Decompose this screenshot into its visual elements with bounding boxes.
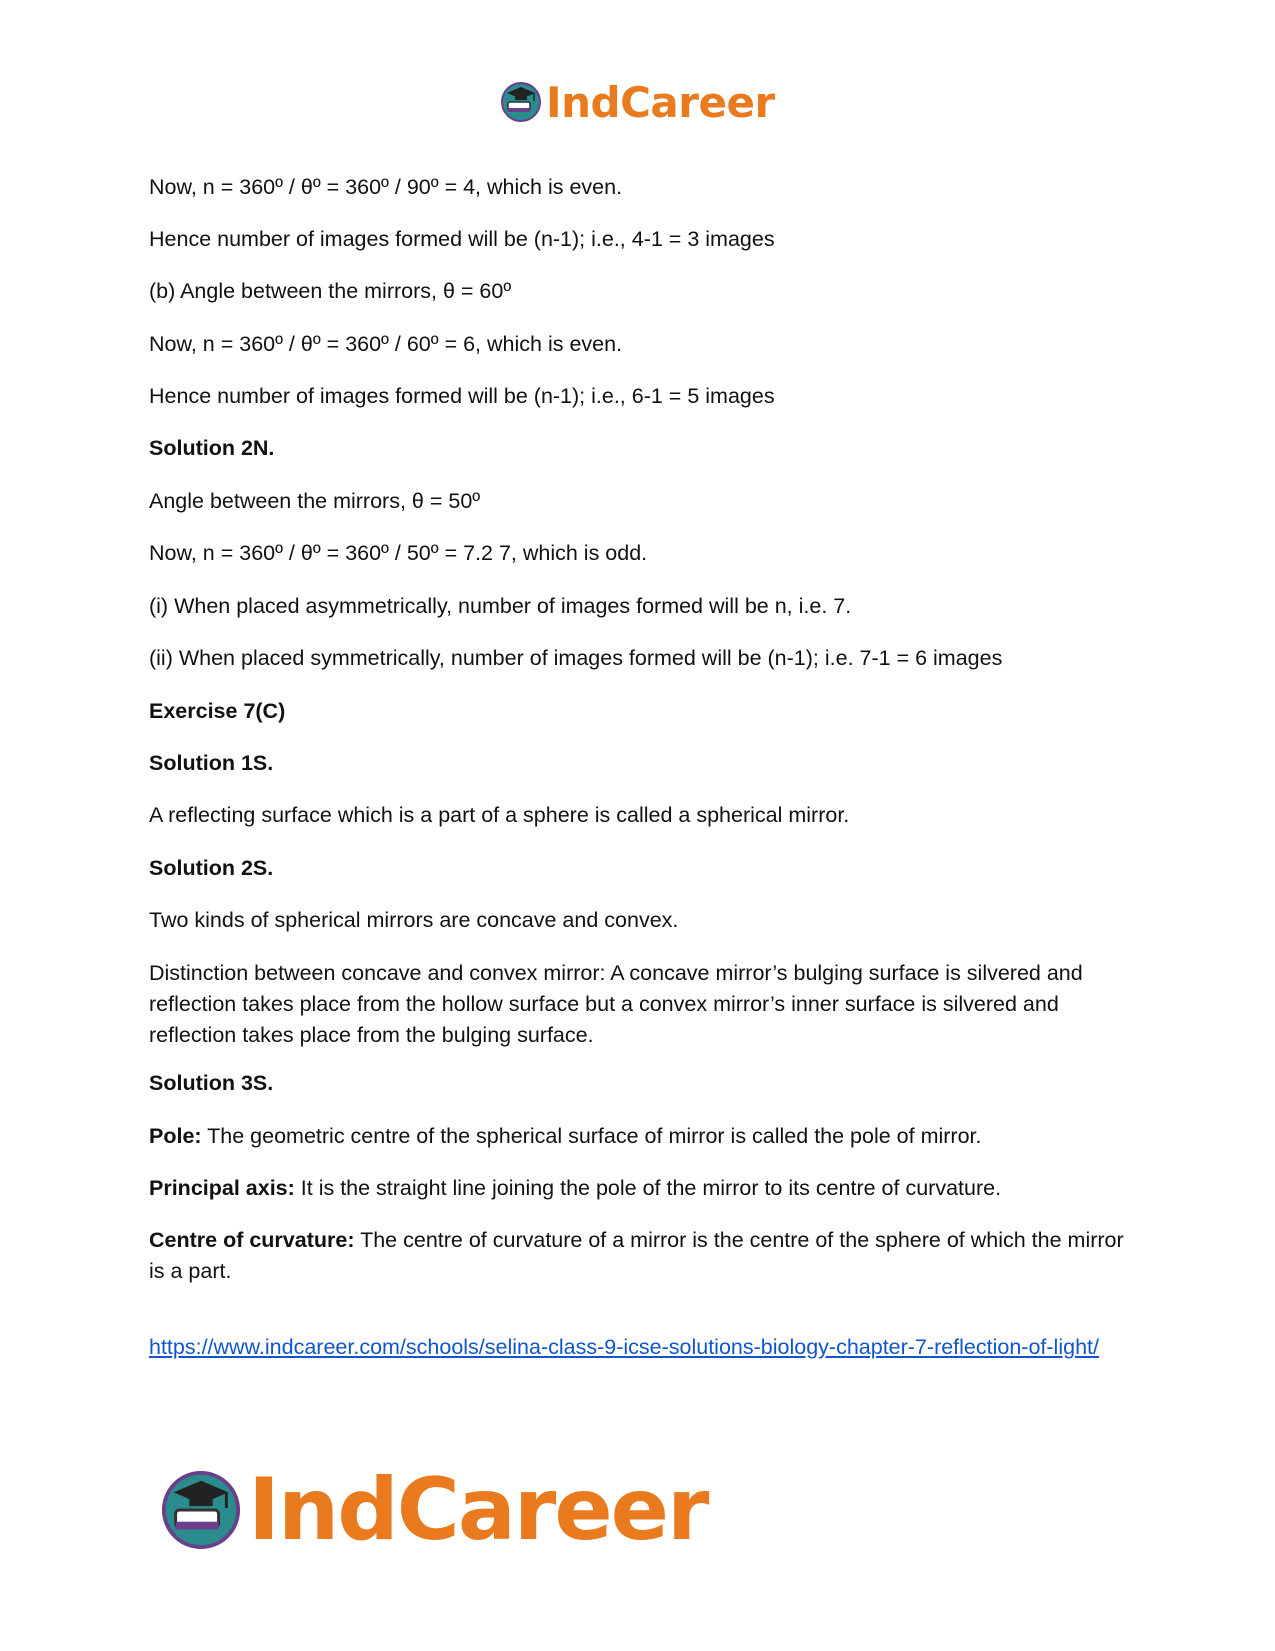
text-paragraph: Distinction between concave and convex mirror: A concave mirror’s bulging surface is silvered and reflection takes place from the hollow surface but a convex mirror’s inner surface is silvered and reflection takes place from the bulging surface. <box>149 961 1083 1047</box>
term-label: Pole: <box>149 1124 202 1148</box>
graduation-book-globe-icon <box>500 81 542 123</box>
brand-name: IndCareer <box>546 77 775 127</box>
term-label: Centre of curvature: <box>149 1228 355 1252</box>
text-line: Now, n = 360º / θº = 360º / 60º = 6, which is even. <box>149 332 623 356</box>
text-line: Now, n = 360º / θº = 360º / 90º = 4, which is even. <box>149 175 623 199</box>
text-line: (i) When placed asymmetrically, number of images formed will be n, i.e. 7. <box>149 594 852 618</box>
section-heading: Solution 2N. <box>149 436 275 460</box>
text-line: Now, n = 360º / θº = 360º / 50º = 7.2 7, which is odd. <box>149 541 648 565</box>
definition-principal-axis <box>149 1173 1124 1204</box>
text-line: A reflecting surface which is a part of a sphere is called a spherical mirror. <box>149 803 850 827</box>
definition-centre-of-curvature <box>149 1225 1124 1287</box>
text-line: (b) Angle between the mirrors, θ = 60º <box>149 279 512 303</box>
section-heading: Solution 3S. <box>149 1071 274 1095</box>
brand-name: IndCareer <box>248 1460 708 1560</box>
term-definition: The geometric centre of the spherical surface of mirror is called the pole of mirror. <box>201 1124 982 1148</box>
header-logo <box>500 78 775 126</box>
text-line: Angle between the mirrors, θ = 50º <box>149 489 481 513</box>
footer-logo <box>160 1460 708 1560</box>
text-line: Hence number of images formed will be (n-1); i.e., 6-1 = 5 images <box>149 384 775 408</box>
section-heading: Solution 1S. <box>149 751 274 775</box>
term-definition: It is the straight line joining the pole of the mirror to its centre of curvature. <box>294 1176 1002 1200</box>
source-link-line <box>149 1332 1124 1363</box>
section-heading: Solution 2S. <box>149 856 274 880</box>
text-line: (ii) When placed symmetrically, number of images formed will be (n-1); i.e. 7-1 = 6 images <box>149 646 1003 670</box>
text-line: Two kinds of spherical mirrors are concave and convex. <box>149 908 679 932</box>
graduation-book-globe-icon <box>160 1469 242 1551</box>
term-label: Principal axis: <box>149 1176 295 1200</box>
source-link[interactable]: https://www.indcareer.com/schools/selina-class-9-icse-solutions-biology-chapter-7-reflection-of-light/ <box>149 1335 1099 1359</box>
section-heading: Exercise 7(C) <box>149 699 286 723</box>
term-definition: The centre of curvature of a mirror is the centre of the sphere of which the mirror is a part. <box>149 1228 1124 1283</box>
definition-pole <box>149 1121 1124 1152</box>
text-line: Hence number of images formed will be (n-1); i.e., 4-1 = 3 images <box>149 227 775 251</box>
